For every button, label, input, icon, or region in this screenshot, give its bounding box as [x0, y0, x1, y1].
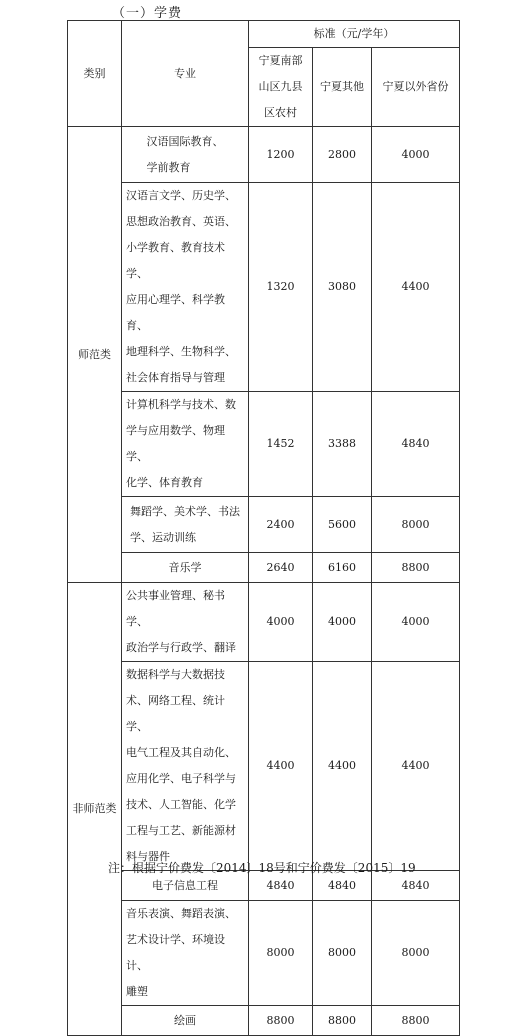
major-cell: [122, 553, 249, 583]
major-line: 音乐学: [168, 560, 202, 574]
major-cell: [122, 1006, 249, 1036]
table-row: [68, 127, 460, 183]
fee-out-of-province: 4000: [372, 583, 460, 662]
major-cell: [122, 497, 249, 553]
fee-rural: 4840: [249, 871, 313, 901]
major-line: 技术、人工智能、化学: [126, 798, 236, 811]
major-line: 化学、体育教育: [126, 476, 203, 489]
fee-ningxia-other: 3080: [313, 183, 372, 392]
major-cell: [122, 127, 249, 183]
fee-out-of-province: 8800: [372, 553, 460, 583]
fee-ningxia-other: 5600: [313, 497, 372, 553]
major-line: 绘画: [174, 1013, 196, 1027]
fee-ningxia-other: 4840: [313, 871, 372, 901]
major-line: 学与应用数学、物理学、: [126, 424, 225, 463]
table-row: [68, 497, 460, 553]
major-line: 社会体育指导与管理: [126, 371, 225, 384]
table-row: [68, 901, 460, 1006]
fee-out-of-province: 8000: [372, 901, 460, 1006]
major-line: 地理科学、生物科学、: [126, 345, 236, 358]
fee-out-of-province: 4400: [372, 662, 460, 871]
fee-out-of-province: 4840: [372, 392, 460, 497]
major-cell: [122, 583, 249, 662]
major-line: 公共事业管理、秘书学、: [126, 589, 225, 628]
major-line: 工程与工艺、新能源材: [126, 824, 236, 837]
header-category: 类别: [68, 21, 122, 127]
major-line: 政治学与行政学、翻译: [126, 641, 236, 654]
fee-rural: 4400: [249, 662, 313, 871]
major-line: 电气工程及其自动化、: [126, 746, 236, 759]
major-line: 应用心理学、科学教育、: [126, 293, 225, 332]
section-heading: （一）学费: [112, 6, 183, 21]
fee-ningxia-other: 4400: [313, 662, 372, 871]
fee-out-of-province: 4400: [372, 183, 460, 392]
major-cell: [122, 901, 249, 1006]
table-row: [68, 183, 460, 392]
header-standard: 标准（元/学年）: [249, 21, 460, 48]
major-line: 学前教育: [146, 160, 191, 174]
table-row: [68, 583, 460, 662]
major-cell: [122, 662, 249, 871]
fee-ningxia-other: 3388: [313, 392, 372, 497]
footnote: 注：根据宁价费发〔2014〕18号和宁价费发〔2015〕19: [108, 861, 416, 875]
header-col-rural-line: 区农村: [264, 106, 297, 119]
table-row: [68, 392, 460, 497]
fee-ningxia-other: 6160: [313, 553, 372, 583]
fee-out-of-province: 8800: [372, 1006, 460, 1036]
table-row: [68, 1006, 460, 1036]
header-col-ningxia-other: 宁夏其他: [313, 48, 372, 127]
major-line: 计算机科学与技术、数: [126, 398, 236, 411]
major-line: 电子信息工程: [152, 878, 218, 892]
fee-out-of-province: 8000: [372, 497, 460, 553]
table-row: [68, 662, 460, 871]
header-col-rural-line: 宁夏南部: [258, 54, 303, 67]
fee-ningxia-other: 2800: [313, 127, 372, 183]
fee-out-of-province: 4000: [372, 127, 460, 183]
major-line: 术、网络工程、统计学、: [126, 694, 225, 733]
fee-rural: 8800: [249, 1006, 313, 1036]
fee-rural: 1320: [249, 183, 313, 392]
major-line: 汉语言文学、历史学、: [126, 189, 236, 202]
major-cell: [122, 392, 249, 497]
major-line: 汉语国际教育、: [146, 134, 224, 148]
fee-rural: 8000: [249, 901, 313, 1006]
header-col-out-of-province: 宁夏以外省份: [372, 48, 460, 127]
header-col-rural: [249, 48, 313, 127]
major-line: 料与器件: [126, 850, 170, 863]
fee-out-of-province: 4840: [372, 871, 460, 901]
major-line: 艺术设计学、环境设计、: [126, 933, 225, 972]
major-line: 音乐表演、舞蹈表演、: [126, 907, 236, 920]
category-cell: 非师范类: [68, 583, 122, 1036]
table-header: [68, 21, 460, 127]
major-line: 思想政治教育、英语、: [126, 215, 236, 228]
major-line: 数据科学与大数据技: [126, 668, 225, 681]
major-cell: [122, 183, 249, 392]
table-body: [68, 127, 460, 1036]
fee-rural: 4000: [249, 583, 313, 662]
fee-rural: 2400: [249, 497, 313, 553]
header-col-rural-line: 山区九县: [258, 80, 303, 93]
tuition-table: [67, 20, 460, 1036]
fee-rural: 1452: [249, 392, 313, 497]
fee-ningxia-other: 4000: [313, 583, 372, 662]
major-line: 应用化学、电子科学与: [126, 772, 236, 785]
major-line: 小学教育、教育技术学、: [126, 241, 225, 280]
fee-ningxia-other: 8000: [313, 901, 372, 1006]
header-major: 专业: [122, 21, 249, 127]
fee-ningxia-other: 8800: [313, 1006, 372, 1036]
major-line: 舞蹈学、美术学、书法: [130, 504, 240, 518]
fee-rural: 1200: [249, 127, 313, 183]
major-line: 学、运动训练: [130, 530, 196, 544]
category-cell: 师范类: [68, 127, 122, 583]
header-col-rural-text: [259, 48, 303, 126]
fee-rural: 2640: [249, 553, 313, 583]
table-row: [68, 553, 460, 583]
major-line: 雕塑: [126, 985, 148, 998]
